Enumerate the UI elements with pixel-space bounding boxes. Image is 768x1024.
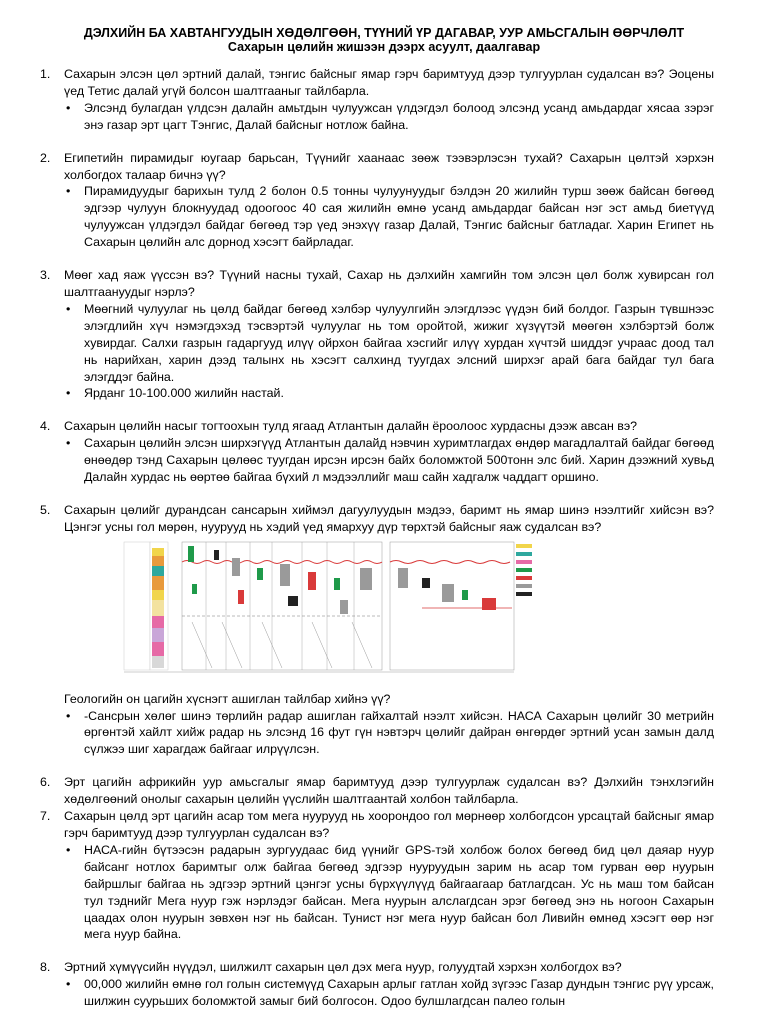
question-number: 6. [40,775,51,790]
answer-item [40,385,714,402]
bullet-icon: • [66,842,71,857]
answer-item [40,976,714,1010]
answer-list [40,435,714,486]
answer-text: Мөөгний чулуулаг нь цөлд байдаг бөгөөд хэлбэр чулуулгийн элэгдлээс үүдэн бий болдог. Газрын түвшнээс элэгдлийн хүч нэмэгдэхэд тэсвэртэй чулуулаг нь том оройтой, жижиг хүзүүтэй мөөгөн хэлбэртэй болж хувирдаг. Салхи газрын гадаргууд илүү ойрхон байгаа хэсгийг илүү хурдан хүчтэй шиддэг учраас доод тал нь нарийхан, харин дээд талынх нь хэсэгт салхинд туугдах элсний ширхэг арай бага байдаг тул бага элэгддэг байна. [84,301,714,384]
figure-caption: Геологийн он цагийн хүснэгт ашиглан тайлбар хийнэ үү? [64,691,391,706]
page-subtitle: Сахарын цөлийн жишээн дээрх асуулт, даалгавар [227,40,541,54]
answer-list [40,301,714,402]
answer-item [40,842,714,943]
question-2 [40,150,714,184]
answer-list [40,842,714,943]
answer-item [40,435,714,486]
question-number: 7. [40,809,51,824]
answer-text: Ярданг 10-100.000 жилийн настай. [84,386,284,401]
answer-list [40,708,714,759]
question-text: Мөөг хад яаж үүссэн вэ? Түүний насны тухай, Сахар нь дэлхийн хамгийн том элсэн цөл болж хувирсан гол шалтгаануудыг нэрлэ? [64,268,714,299]
question-4 [40,418,714,435]
question-6 [40,774,714,808]
answer-item [40,708,714,759]
answer-text: НАСА-гийн бүтээсэн радарын зургуудаас бид үүнийг GPS-тэй холбож болох бөгөөд бид цөл даяар нуур байсанг нотлох баримтыг олж байгаа бөгөөд эдгээр нууруудын зарим нь асар том гурван өөр нуурын байршлыг байгаа нь эдгээр эртний цэнгэг усны бүрхүүлүүд байгаагаар батлагдсан. Ус нь маш том байсан тул тэднийг Мега нуур гэж нэрлэдэг байсан. Мега нуурын алслагдсан эрэг бөгөөд энэ нь ногоон Сахарын цаадах олон нуурын зөвхөн нэг нь байсан. Тунист нэг мега нуур байсан бол Ливийн өмнөд хэсэгт өөр нэг мега нуур байна. [84,842,714,942]
geologic-timescale-figure [122,538,534,686]
question-text: Египетийн пирамидыг юугаар барьсан, Түүнийг хаанаас зөөж тээвэрлэсэн тухай? Сахарын цөлтэй хэрхэн холбогдох талаар бичнэ үү? [64,150,714,182]
bullet-icon: • [66,436,71,451]
question-number: 3. [40,268,51,283]
question-text: Сахарын цөлийн насыг тогтоохын тулд ягаад Атлантын далайн ёроолоос хурдасны дээж авсан вэ? [64,419,638,434]
answer-list [40,183,714,251]
bullet-icon: • [66,100,71,115]
answer-list [40,100,714,134]
page-title: ДЭЛХИЙН БА ХАВТАНГУУДЫН ХӨДӨЛГӨӨН, ТҮҮНИЙ ҮР ДАГАВАР, УУР АМЬСГАЛЫН ӨӨРЧЛӨЛТ [83,26,685,40]
question-text: Сахарын элсэн цөл эртний далай, тэнгис байсныг ямар гэрч баримтууд дээр тулгуурлан судалсан вэ? Эоцены үед Тетис далай угүй болсон шалтгааныг тайлбарла. [64,67,714,98]
answer-text: Сахарын цөлийн элсэн ширхэгүүд Атлантын далайд нэвчин хуримтлагдах өндөр магадлалтай байдаг бөгөөд өнөөдөр тэнд Сахарын цөлөөс туугдан ирсэн ирсэн байх боломжтой 500тонн элс бий. Харин дээжний хувьд Далайн хурдас нь өөртөө байгаа бүхий л мэдээллийг маш сайн хадгалж чаддагт оршино. [84,436,714,485]
answer-text: Пирамидуудыг барихын тулд 2 болон 0.5 тонны чулуунуудыг бэлдэн 20 жилийн турш зөөж байсан бөгөөд эдгээр чулуун блокнуудад одоогоос 40 сая жилийн өмнө усанд амьдардаг байсан нэг эст амьд биетүүд чулуужсан үлдэгдэл байдаг бөгөөд тэр үед энэхүү газар Далай, Тэнгис байсныг батладаг. Харин Египет нь Сахарын цөлийн алс дорнод хэсэгт байрладаг. [84,184,714,250]
question-text: Эртний хүмүүсийн нүүдэл, шилжилт сахарын цөл дэх мега нуур, голуудтай хэрхэн холбогдох вэ? [64,960,622,975]
document-header [0,26,768,54]
document-body [40,66,714,1010]
question-number: 1. [40,67,51,81]
bullet-icon: • [66,386,71,401]
question-number: 5. [40,502,51,517]
bullet-icon: • [66,708,71,723]
question-5 [40,502,714,536]
question-3 [40,267,714,301]
question-number: 4. [40,419,51,434]
question-1 [40,66,714,100]
answer-item [40,301,714,386]
question-text: Сахарын цөлд эрт цагийн асар том мега нуурууд нь хоорондоо гол мөрнөөр холбогдсон урсацтай байсныг ямар гэрч баримтууд дээр тулгуурлан судалсан вэ? [64,809,714,840]
answer-list [40,976,714,1010]
bullet-icon: • [66,977,71,992]
answer-text: -Сансрын хөлөг шинэ төрлийн радар ашиглан гайхалтай нээлт хийсэн. НАСА Сахарын цөлийг 30 метрийн өргөнтэй хайлт хийж радар нь элсэнд 16 фут гүн нэвтэрч цөлийг дайран өнгөрдөг эртний усан замын далд сүлжээ шиг харагдаж байгааг илрүүлсэн. [84,708,714,757]
question-8 [40,959,714,976]
question-number: 2. [40,150,51,165]
answer-item [40,100,714,134]
question-text: Сахарын цөлийг дурандсан сансарын хиймэл дагуулуудын мэдээ, баримт нь ямар шинэ нээлтийг хийсэн вэ? Цэнгэг усны гол мөрөн, нуурууд нь хэдий үед ямархуу дүр төрхтэй байсныг яаж судалсан вэ? [64,502,714,534]
question-7 [40,808,714,842]
answer-text: 00,000 жилийн өмнө гол голын системүүд Сахарын арлыг гатлан хойд зүгээс Газар дундын тэнгис рүү урсаж, шилжин суурьших боломжтой замыг бий болгосон. Одоо булшлагдсан палео голын [84,977,714,1009]
answer-text: Элсэнд булагдан үлдсэн далайн амьтдын чулуужсан үлдэгдэл болоод элсэнд усанд амьдардаг хясаа зэрэг энэ газар эрт цагт Тэнгис, Далай байсныг нотлож байна. [84,100,714,132]
question-text: Эрт цагийн африкийн уур амьсгалыг ямар баримтууд дээр тулгуурлаж судалсан вэ? Дэлхийн тэнхлэгийн хөдөлгөөний онолыг сахарын цөлийн үүслийн шалтгаантай холбон тайлбарла. [64,775,714,807]
question-number: 8. [40,960,51,975]
bullet-icon: • [66,301,71,316]
bullet-icon: • [66,184,71,199]
answer-item [40,183,714,251]
